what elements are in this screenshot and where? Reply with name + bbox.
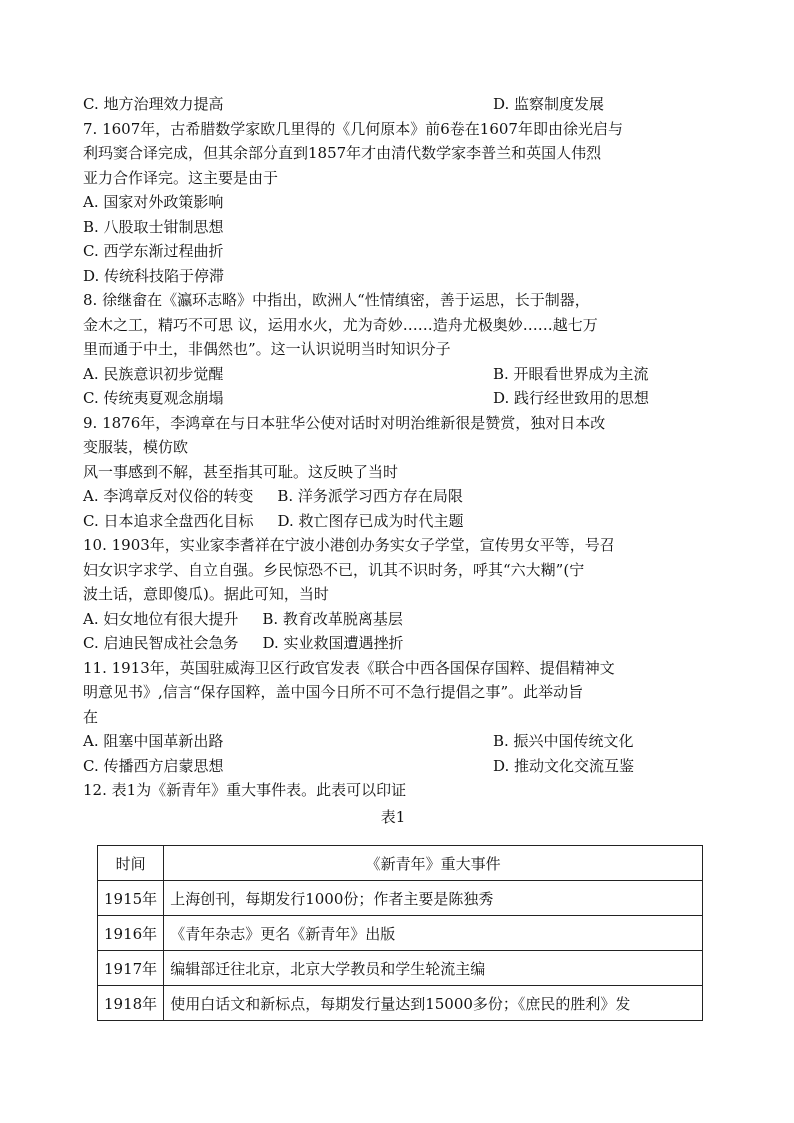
exam-page — [83, 92, 703, 829]
q9-options-row — [83, 484, 703, 509]
table-cell-event: 编辑部迁往北京，北京大学教员和学生轮流主编 — [164, 951, 703, 986]
q6-options-row — [83, 92, 703, 117]
q9-stem-line: 变服装，模仿欧 — [83, 438, 189, 456]
table-row — [98, 916, 703, 951]
q8-option-d[interactable]: D. 践行经世致用的思想 — [493, 389, 650, 407]
q12-stem-line: 12. 表1为《新青年》重大事件表。此表可以印证 — [83, 781, 407, 799]
q9-option-d[interactable]: D. 救亡图存已成为时代主题 — [277, 511, 464, 530]
q7-option-b[interactable]: B. 八股取士钳制思想 — [83, 217, 224, 236]
q9-options-row — [83, 509, 703, 534]
q10-stem-line: 波土话，意即傻瓜)。据此可知，当时 — [83, 585, 329, 603]
q9-option-b[interactable]: B. 洋务派学习西方存在局限 — [277, 487, 463, 505]
q7-stem-line: 亚力合作译完。这主要是由于 — [83, 168, 279, 187]
q11-options-row — [83, 754, 703, 779]
question-8 — [83, 288, 703, 411]
q8-stem-line: 里而通于中土，非偶然也”。这一认识说明当时知识分子 — [83, 340, 451, 358]
table-cell-year: 1918年 — [98, 986, 164, 1021]
q8-stem-line: 8. 徐继畲在《瀛环志略》中指出，欧洲人“性情缜密，善于运思，长于制器， — [83, 291, 590, 309]
table-cell-event: 上海创刊，每期发行1000份；作者主要是陈独秀 — [164, 881, 703, 916]
q10-option-c[interactable]: C. 启迪民智成社会急务 — [83, 634, 239, 652]
q9-option-a[interactable]: A. 李鸿章反对仪俗的转变 — [83, 487, 254, 505]
question-9 — [83, 411, 703, 534]
q11-options-row — [83, 729, 703, 754]
table-row — [98, 986, 703, 1021]
table-cell-event: 《青年杂志》更名《新青年》出版 — [164, 916, 703, 951]
table-header-time: 时间 — [98, 846, 164, 881]
q8-option-c[interactable]: C. 传统夷夏观念崩塌 — [83, 389, 224, 407]
table-cell-year: 1916年 — [98, 916, 164, 951]
question-12 — [83, 778, 703, 829]
q8-options-row — [83, 386, 703, 411]
q11-stem-line: 在 — [83, 707, 99, 726]
q6-option-c[interactable]: C. 地方治理效力提高 — [83, 95, 224, 113]
table-header-row — [98, 846, 703, 881]
question-7 — [83, 117, 703, 289]
q10-stem-line: 妇女识字求学、自立自强。乡民惊恐不已，讥其不识时务，呼其“六大糊”(宁 — [83, 560, 585, 579]
q10-options-row — [83, 631, 703, 656]
q11-option-a[interactable]: A. 阻塞中国革新出路 — [83, 732, 224, 750]
q11-stem-line: 11. 1913年，英国驻威海卫区行政官发表《联合中西各国保存国粹、提倡精神文 — [83, 658, 615, 677]
table-cell-event: 使用白话文和新标点，每期发行量达到15000多份；《庶民的胜利》发 — [164, 986, 703, 1021]
q8-option-a[interactable]: A. 民族意识初步觉醒 — [83, 364, 224, 383]
table-caption: 表1 — [380, 807, 406, 826]
q10-option-a[interactable]: A. 妇女地位有很大提升 — [83, 609, 239, 628]
question-10 — [83, 533, 703, 656]
q6-option-d[interactable]: D. 监察制度发展 — [493, 95, 605, 113]
q8-stem-line: 金木之工，精巧不可思 议，运用水火，尤为奇妙……造舟尤极奥妙……越七万 — [83, 315, 598, 334]
question-11 — [83, 656, 703, 779]
table-row — [98, 881, 703, 916]
q10-option-d[interactable]: D. 实业救国遭遇挫折 — [262, 634, 404, 652]
events-table — [97, 845, 703, 1021]
q11-option-b[interactable]: B. 振兴中国传统文化 — [493, 732, 634, 750]
q7-option-d[interactable]: D. 传统科技陷于停滞 — [83, 266, 225, 285]
q7-option-a[interactable]: A. 国家对外政策影响 — [83, 193, 224, 211]
q11-stem-line: 明意见书》,信言“保存国粹，盖中国今日所不可不急行提倡之事”。此举动旨 — [83, 683, 584, 701]
q11-option-c[interactable]: C. 传播西方启蒙思想 — [83, 756, 224, 775]
q7-option-c[interactable]: C. 西学东渐过程曲折 — [83, 242, 224, 260]
q9-stem-line: 风一事感到不解，甚至指其可耻。这反映了当时 — [83, 462, 399, 481]
q10-stem-line: 10. 1903年，实业家李耆祥在宁波小港创办务实女子学堂，宣传男女平等，号召 — [83, 536, 615, 554]
table-cell-year: 1915年 — [98, 881, 164, 916]
q8-options-row — [83, 362, 703, 387]
q11-option-d[interactable]: D. 推动文化交流互鉴 — [493, 756, 635, 775]
q10-option-b[interactable]: B. 教育改革脱离基层 — [262, 609, 403, 628]
q9-option-c[interactable]: C. 日本追求全盘西化目标 — [83, 511, 254, 530]
q8-option-b[interactable]: B. 开眼看世界成为主流 — [493, 364, 649, 383]
q7-stem-line: 利玛窦合译完成，但其余部分直到1857年才由清代数学家李普兰和英国人伟烈 — [83, 144, 602, 162]
table-header-event: 《新青年》重大事件 — [164, 846, 703, 881]
table-cell-year: 1917年 — [98, 951, 164, 986]
q10-options-row — [83, 607, 703, 632]
table-row — [98, 951, 703, 986]
q7-stem-line: 7. 1607年，古希腊数学家欧几里得的《几何原本》前6卷在1607年即由徐光启与 — [83, 119, 623, 138]
q9-stem-line: 9. 1876年，李鸿章在与日本驻华公使对话时对明治维新很是赞赏，独对日本改 — [83, 413, 606, 432]
